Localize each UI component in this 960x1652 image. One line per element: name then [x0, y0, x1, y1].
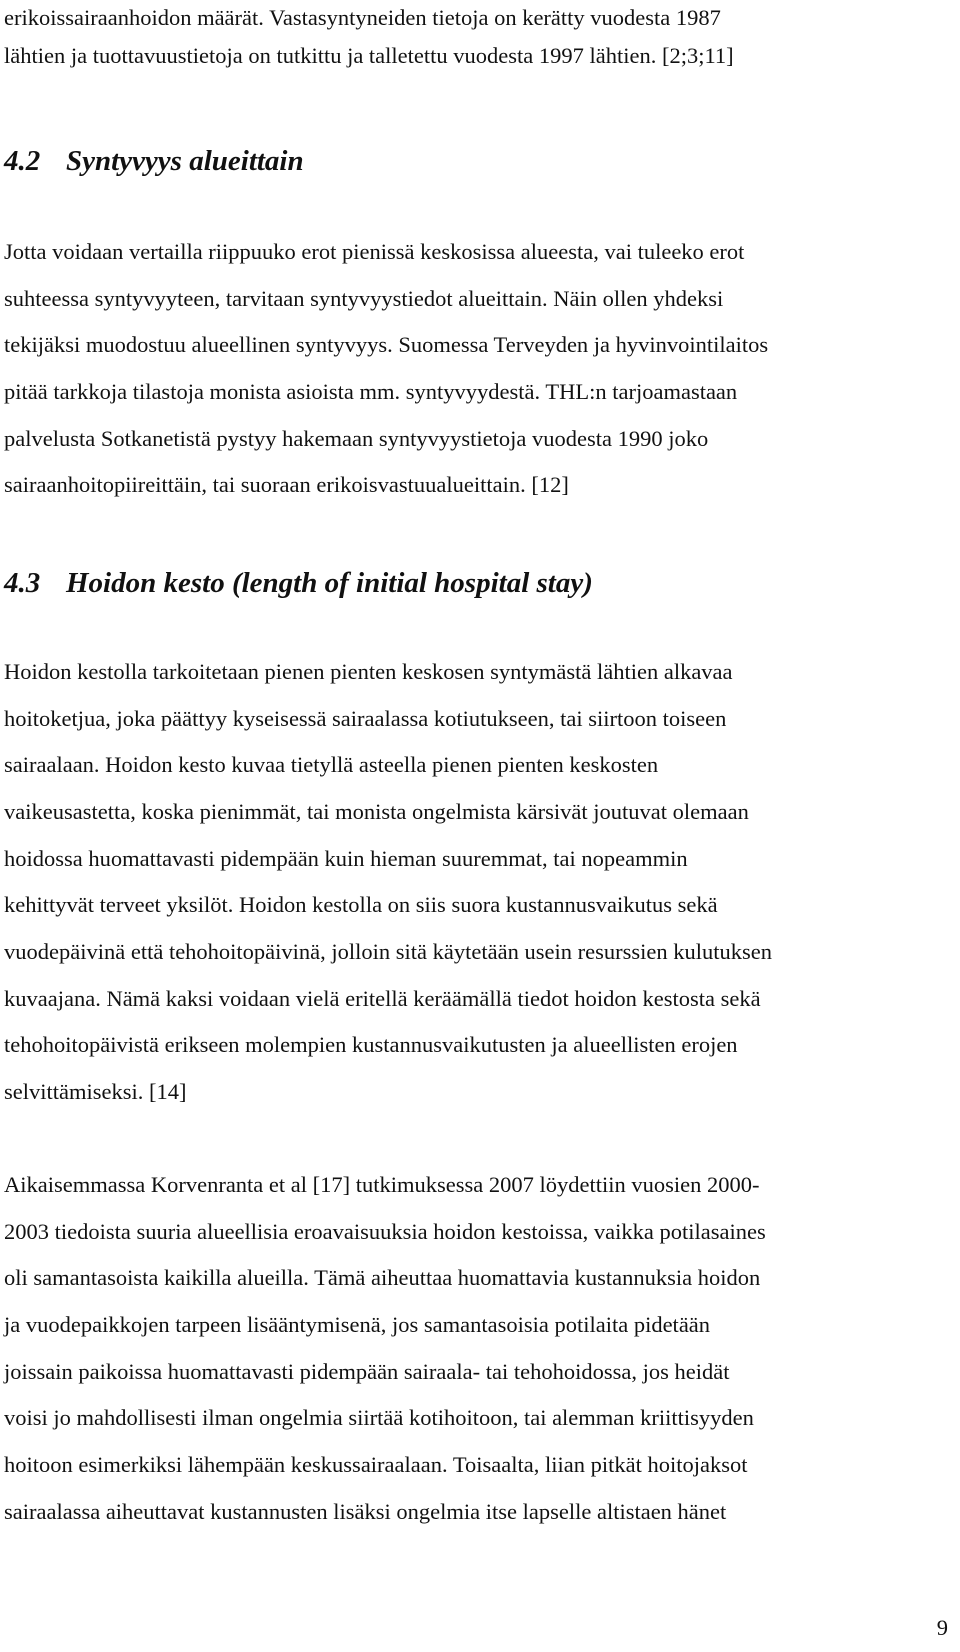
paragraph-line: kuvaajana. Nämä kaksi voidaan vielä eritellä keräämällä tiedot hoidon kestosta sekä — [4, 986, 761, 1011]
section-heading-4-3 — [4, 565, 593, 601]
paragraph-line: tekijäksi muodostuu alueellinen syntyvyys. Suomessa Terveyden ja hyvinvointilaitos — [4, 332, 769, 357]
paragraph-line: ja vuodepaikkojen tarpeen lisääntymisenä, jos samantasoisia potilaita pidetään — [4, 1312, 711, 1337]
paragraph-line: joissain paikoissa huomattavasti pidempään sairaala- tai tehohoidossa, jos heidät — [4, 1359, 730, 1384]
paragraph-line: Hoidon kestolla tarkoitetaan pienen pienten keskosen syntymästä lähtien alkavaa — [4, 659, 733, 684]
paragraph-line: Jotta voidaan vertailla riippuuko erot pienissä keskosissa alueesta, vai tuleeko erot — [4, 239, 745, 264]
paragraph-line: sairaalaan. Hoidon kesto kuvaa tietyllä asteella pienen pienten keskosten — [4, 752, 659, 777]
paragraph-line: vaikeusastetta, koska pienimmät, tai monista ongelmista kärsivät joutuvat olemaan — [4, 799, 749, 824]
paragraph-line: sairaanhoitopiireittäin, tai suoraan erikoisvastuualueittain. [12] — [4, 472, 569, 497]
paragraph-line: kehittyvät terveet yksilöt. Hoidon kestolla on siis suora kustannusvaikutus sekä — [4, 892, 718, 917]
paragraph-line: vuodepäivinä että tehohoitopäivinä, jolloin sitä käytetään usein resurssien kulutuksen — [4, 939, 772, 964]
paragraph-line: sairaalassa aiheuttavat kustannusten lisäksi ongelmia itse lapselle altistaen hänet — [4, 1499, 727, 1524]
paragraph-line: voisi jo mahdollisesti ilman ongelmia siirtää kotihoitoon, tai alemman kriittisyyden — [4, 1405, 754, 1430]
paragraph-line: oli samantasoista kaikilla alueilla. Tämä aiheuttaa huomattavia kustannuksia hoidon — [4, 1265, 761, 1290]
paragraph-line: Aikaisemmassa Korvenranta et al [17] tutkimuksessa 2007 löydettiin vuosien 2000- — [4, 1172, 760, 1197]
paragraph-line: hoitoketjua, joka päättyy kyseisessä sairaalassa kotiutukseen, tai siirtoon toiseen — [4, 706, 727, 731]
section-heading-4-2 — [4, 143, 304, 179]
page-number: 9 — [936, 1615, 948, 1640]
section-number: 4.2 — [4, 145, 41, 177]
paragraph-line: palvelusta Sotkanetistä pystyy hakemaan syntyvyystietoja vuodesta 1990 joko — [4, 426, 709, 451]
section-number: 4.3 — [4, 567, 41, 599]
paragraph-line: hoitoon esimerkiksi lähempään keskussairaalaan. Toisaalta, liian pitkät hoitojaksot — [4, 1452, 748, 1477]
paragraph-line: suhteessa syntyvyyteen, tarvitaan syntyvyystiedot alueittain. Näin ollen yhdeksi — [4, 286, 724, 311]
paragraph-line: pitää tarkkoja tilastoja monista asioista mm. syntyvyydestä. THL:n tarjoamastaan — [4, 379, 738, 404]
paragraph-line: tehohoitopäivistä erikseen molempien kustannusvaikutusten ja alueellisten erojen — [4, 1032, 738, 1057]
section-title: Syntyvyys alueittain — [66, 145, 304, 177]
intro-line: lähtien ja tuottavuustietoja on tutkittu ja talletettu vuodesta 1997 lähtien. [2;3;11] — [4, 43, 734, 68]
paragraph-line: 2003 tiedoista suuria alueellisia eroavaisuuksia hoidon kestoissa, vaikka potilasaines — [4, 1219, 766, 1244]
section-title: Hoidon kesto (length of initial hospital stay) — [66, 567, 593, 599]
intro-line: erikoissairaanhoidon määrät. Vastasyntyneiden tietoja on kerätty vuodesta 1987 — [4, 5, 721, 30]
paragraph-line: hoidossa huomattavasti pidempään kuin hieman suuremmat, tai nopeammin — [4, 846, 688, 871]
paragraph-line: selvittämiseksi. [14] — [4, 1079, 187, 1104]
